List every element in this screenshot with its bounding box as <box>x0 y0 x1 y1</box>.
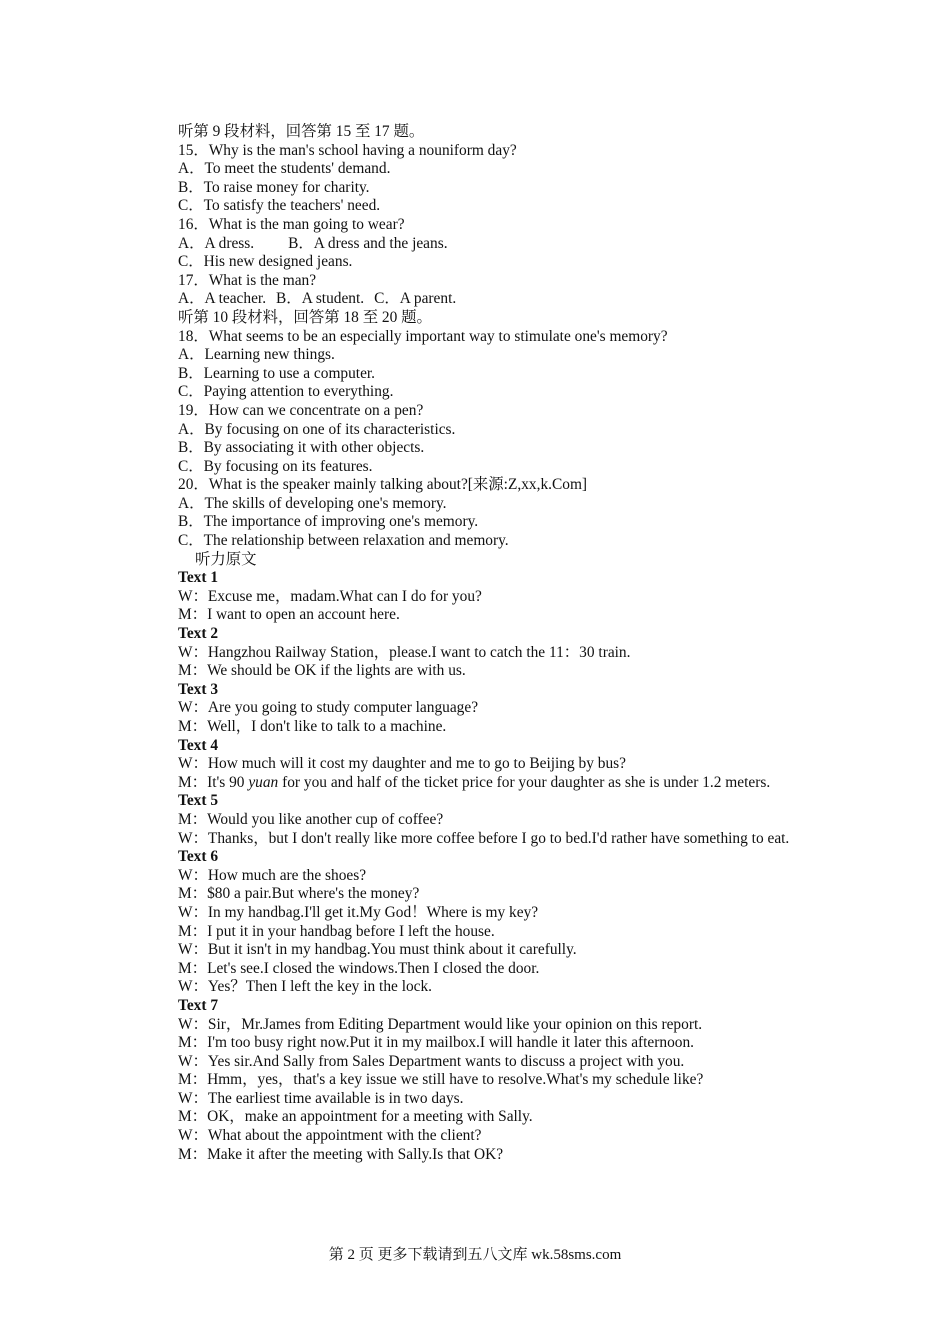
question-19-option-b: B．By associating it with other objects. <box>178 439 425 457</box>
text-1-line: W：Excuse me，madam.What can I do for you? <box>178 587 482 605</box>
question-20-option-c: C．The relationship between relaxation and memory. <box>178 532 509 550</box>
question-19: 19．How can we concentrate on a pen? <box>178 401 424 419</box>
text-6-line: W：Yes？Then I left the key in the lock. <box>178 978 433 996</box>
text-7-line: M：Make it after the meeting with Sally.Is that OK? <box>178 1145 504 1163</box>
question-20-option-a: A．The skills of developing one's memory. <box>178 494 447 512</box>
question-15-option-b: B．To raise money for charity. <box>178 178 370 196</box>
question-17-option-c: C．A parent. <box>374 290 457 308</box>
question-19-option-c: C．By focusing on its features. <box>178 457 373 475</box>
question-18: 18．What seems to be an especially important way to stimulate one's memory? <box>178 327 668 345</box>
text-7-line: W：Yes sir.And Sally from Sales Department wants to discuss a project with you. <box>178 1052 685 1070</box>
document-body <box>144 123 806 1164</box>
text-7-line: W：Sir，Mr.James from Editing Department would like your opinion on this report. <box>178 1015 703 1033</box>
question-15: 15．Why is the man's school having a nouniform day? <box>178 141 517 159</box>
text-3-title: Text 3 <box>178 680 219 698</box>
text-7-line: W：The earliest time available is in two days. <box>178 1089 464 1107</box>
text-6-title: Text 6 <box>178 848 219 866</box>
text-4-line-part: for you and half of the ticket price for your daughter as she is under 1.2 meters. <box>278 773 771 791</box>
text-7-line: M：OK，make an appointment for a meeting with Sally. <box>178 1108 533 1126</box>
text-7-title: Text 7 <box>178 996 219 1014</box>
question-15-option-a: A．To meet the students' demand. <box>178 160 391 178</box>
transcript-title: 听力原文 <box>195 550 257 568</box>
text-6-line: M：I put it in your handbag before I left the house. <box>178 922 495 940</box>
question-18-option-b: B．Learning to use a computer. <box>178 364 376 382</box>
text-2-title: Text 2 <box>178 625 219 643</box>
text-3-line: M：Well，I don't like to talk to a machine. <box>178 718 447 735</box>
question-17: 17．What is the man? <box>178 271 317 289</box>
text-5-title: Text 5 <box>178 792 219 810</box>
page-footer: 第 2 页 更多下载请到五八文库 wk.58sms.com <box>328 1247 622 1263</box>
question-20-option-b: B．The importance of improving one's memory. <box>178 513 479 531</box>
question-15-option-c: C．To satisfy the teachers' need. <box>178 197 381 215</box>
text-7-line: M：I'm too busy right now.Put it in my mailbox.I will handle it later this afternoon. <box>178 1034 695 1052</box>
question-16: 16．What is the man going to wear? <box>178 215 405 233</box>
yuan-term: yuan <box>248 773 279 791</box>
text-2-line: W：Hangzhou Railway Station，please.I want to catch the 11：30 train. <box>178 643 631 661</box>
question-19-option-a: A．By focusing on one of its characteristics. <box>178 420 456 438</box>
text-6-line: W：But it isn't in my handbag.You must think about it carefully. <box>178 941 577 959</box>
question-17-option-a: A．A teacher. <box>178 290 267 308</box>
text-6-line: M：Let's see.I closed the windows.Then I closed the door. <box>178 959 540 977</box>
question-16-option-a: A．A dress. <box>178 234 255 252</box>
text-7-line: W：What about the appointment with the client? <box>178 1127 482 1145</box>
text-4-title: Text 4 <box>178 736 219 754</box>
text-4-line-part: M：It's 90 <box>178 773 249 791</box>
section-10-header: 听第 10 段材料，回答第 18 至 20 题。 <box>178 308 432 326</box>
question-17-option-b: B．A student. <box>276 290 365 308</box>
text-3-line: W：Are you going to study computer language? <box>178 699 479 717</box>
text-6-line: W：In my handbag.I'll get it.My God！Where is my key? <box>178 903 539 921</box>
text-4-line: W：How much will it cost my daughter and me to go to Beijing by bus? <box>178 755 626 773</box>
text-6-line: W：How much are the shoes? <box>178 866 367 884</box>
question-18-option-a: A．Learning new things. <box>178 346 335 364</box>
question-16-options-ab <box>144 235 806 254</box>
question-20: 20．What is the speaker mainly talking about?[来源:Z,xx,k.Com] <box>178 476 588 494</box>
text-2-line: M：We should be OK if the lights are with us. <box>178 662 466 680</box>
text-6-line: M：$80 a pair.But where's the money? <box>178 885 420 903</box>
question-16-option-b: B．A dress and the jeans. <box>288 234 448 252</box>
question-18-option-c: C．Paying attention to everything. <box>178 383 394 401</box>
section-9-header: 听第 9 段材料，回答第 15 至 17 题。 <box>178 123 425 140</box>
text-1-title: Text 1 <box>178 569 219 587</box>
question-16-option-c: C．His new designed jeans. <box>178 253 353 271</box>
text-1-line: M：I want to open an account here. <box>178 606 400 624</box>
text-7-line: M：Hmm，yes，that's a key issue we still have to resolve.What's my schedule like? <box>178 1071 704 1089</box>
text-5-line: M：Would you like another cup of coffee? <box>178 810 444 828</box>
text-4-line <box>144 774 806 793</box>
text-5-line: W：Thanks，but I don't really like more coffee before I go to bed.I'd rather have something to eat. <box>178 829 790 847</box>
question-17-options <box>144 290 806 309</box>
